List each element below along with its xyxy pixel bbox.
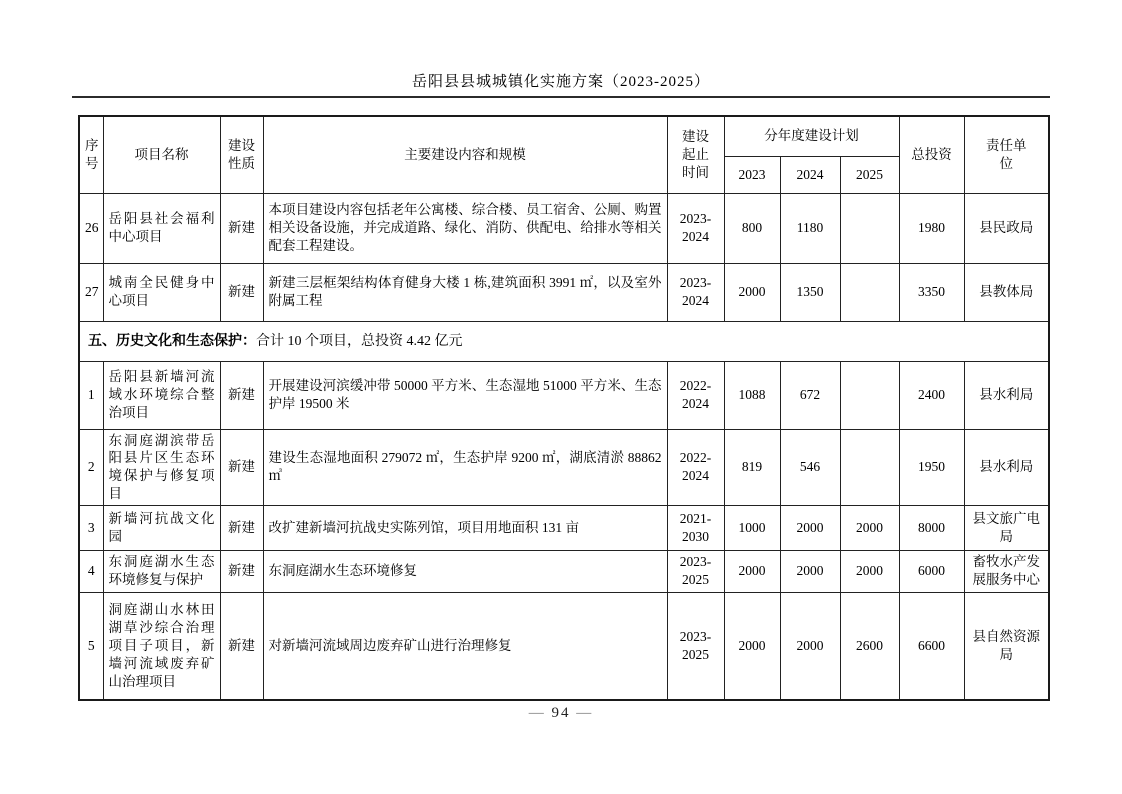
cell-project-name: 岳阳县社会福利中心项目: [103, 193, 220, 263]
col-header-unit: [964, 116, 1049, 193]
cell-unit: 县水利局: [964, 429, 1049, 505]
col-header-content: 主要建设内容和规模: [263, 116, 667, 193]
doc-header-title: 岳阳县县城城镇化实施方案（2023-2025）: [412, 74, 710, 90]
table-row: [79, 361, 1049, 429]
cell-project-name: 东洞庭湖水生态环境修复与保护: [103, 550, 220, 592]
cell-2024: 546: [780, 429, 840, 505]
cell-period: 2021-2030: [667, 505, 724, 550]
cell-nature: 新建: [220, 505, 263, 550]
cell-total: 2400: [899, 361, 964, 429]
cell-content: 新建三层框架结构体育健身大楼 1 栋,建筑面积 3991 ㎡，以及室外附属工程: [263, 263, 667, 321]
cell-2024: 2000: [780, 592, 840, 700]
col-header-unit-label: 责任单位: [986, 137, 1027, 171]
cell-total: 6000: [899, 550, 964, 592]
col-header-2025: 2025: [840, 156, 899, 193]
cell-content: 对新墙河流域周边废弃矿山进行治理修复: [263, 592, 667, 700]
cell-2023: 819: [724, 429, 780, 505]
cell-content: 建设生态湿地面积 279072 ㎡，生态护岸 9200 ㎡，湖底清淤 88862 ㎥: [263, 429, 667, 505]
table-row: [79, 550, 1049, 592]
cell-nature: 新建: [220, 263, 263, 321]
footer-page-number: 94: [551, 705, 571, 721]
col-header-seq-label: 序号: [85, 137, 99, 171]
col-header-total: 总投资: [899, 116, 964, 193]
col-header-2023: 2023: [724, 156, 780, 193]
section-cell: [79, 321, 1049, 361]
section-summary: 合计 10 个项目，总投资 4.42 亿元: [256, 333, 463, 349]
cell-2024: 1350: [780, 263, 840, 321]
cell-period: 2023-2025: [667, 550, 724, 592]
cell-2025: [840, 263, 899, 321]
col-header-seq: [79, 116, 103, 193]
cell-2025: 2600: [840, 592, 899, 700]
cell-2023: 800: [724, 193, 780, 263]
cell-2023: 1088: [724, 361, 780, 429]
cell-period: 2022-2024: [667, 361, 724, 429]
cell-total: 3350: [899, 263, 964, 321]
footer-dash-left: —: [528, 705, 546, 721]
cell-content: 本项目建设内容包括老年公寓楼、综合楼、员工宿舍、公厕、购置相关设备设施，并完成道路、绿化、消防、供配电、给排水等相关配套工程建设。: [263, 193, 667, 263]
cell-project-name: 洞庭湖山水林田湖草沙综合治理项目子项目，新墙河流域废弃矿山治理项目: [103, 592, 220, 700]
col-header-name: 项目名称: [103, 116, 220, 193]
cell-content: 改扩建新墙河抗战史实陈列馆，项目用地面积 131 亩: [263, 505, 667, 550]
cell-2025: [840, 193, 899, 263]
table-row: [79, 505, 1049, 550]
col-header-annual-plan: 分年度建设计划: [724, 116, 899, 156]
cell-2023: 2000: [724, 550, 780, 592]
cell-total: 8000: [899, 505, 964, 550]
section-title: 五、历史文化和生态保护：: [88, 331, 256, 348]
cell-unit: 畜牧水产发展服务中心: [964, 550, 1049, 592]
cell-unit: 县文旅广电局: [964, 505, 1049, 550]
table-header-row: [79, 116, 1049, 156]
cell-seq: 3: [79, 505, 103, 550]
cell-total: 1950: [899, 429, 964, 505]
cell-seq: 4: [79, 550, 103, 592]
table-row: [79, 592, 1049, 700]
cell-2025: 2000: [840, 505, 899, 550]
table-row: [79, 263, 1049, 321]
cell-period: 2023-2024: [667, 193, 724, 263]
cell-project-name: 东洞庭湖滨带岳阳县片区生态环境保护与修复项目: [103, 429, 220, 505]
col-header-period: [667, 116, 724, 193]
cell-unit: 县教体局: [964, 263, 1049, 321]
cell-2023: 2000: [724, 592, 780, 700]
section-row: [79, 321, 1049, 361]
cell-project-name: 城南全民健身中心项目: [103, 263, 220, 321]
cell-2023: 2000: [724, 263, 780, 321]
cell-period: 2022-2024: [667, 429, 724, 505]
cell-2024: 672: [780, 361, 840, 429]
cell-project-name: 新墙河抗战文化园: [103, 505, 220, 550]
cell-seq: 2: [79, 429, 103, 505]
col-header-2024: 2024: [780, 156, 840, 193]
cell-total: 6600: [899, 592, 964, 700]
cell-nature: 新建: [220, 193, 263, 263]
cell-content: 东洞庭湖水生态环境修复: [263, 550, 667, 592]
cell-nature: 新建: [220, 429, 263, 505]
cell-2024: 1180: [780, 193, 840, 263]
col-header-nature-label: 建设性质: [227, 137, 255, 171]
cell-seq: 5: [79, 592, 103, 700]
cell-nature: 新建: [220, 592, 263, 700]
cell-project-name: 岳阳县新墙河流域水环境综合整治项目: [103, 361, 220, 429]
table-row: [79, 429, 1049, 505]
cell-unit: 县民政局: [964, 193, 1049, 263]
cell-2023: 1000: [724, 505, 780, 550]
cell-2024: 2000: [780, 550, 840, 592]
page-number-footer: [0, 705, 1122, 722]
cell-seq: 27: [79, 263, 103, 321]
cell-total: 1980: [899, 193, 964, 263]
cell-2025: [840, 361, 899, 429]
col-header-nature: [220, 116, 263, 193]
projects-table: [78, 115, 1050, 701]
cell-2024: 2000: [780, 505, 840, 550]
table-row: [79, 193, 1049, 263]
cell-content: 开展建设河滨缓冲带 50000 平方米、生态湿地 51000 平方米、生态护岸 19500 米: [263, 361, 667, 429]
cell-nature: 新建: [220, 361, 263, 429]
cell-2025: 2000: [840, 550, 899, 592]
cell-unit: 县自然资源局: [964, 592, 1049, 700]
cell-2025: [840, 429, 899, 505]
cell-period: 2023-2024: [667, 263, 724, 321]
cell-seq: 1: [79, 361, 103, 429]
col-header-period-label: 建设起止时间: [681, 129, 709, 180]
cell-seq: 26: [79, 193, 103, 263]
cell-period: 2023-2025: [667, 592, 724, 700]
cell-unit: 县水利局: [964, 361, 1049, 429]
header-rule: [72, 96, 1050, 98]
footer-dash-right: —: [576, 705, 594, 721]
cell-nature: 新建: [220, 550, 263, 592]
